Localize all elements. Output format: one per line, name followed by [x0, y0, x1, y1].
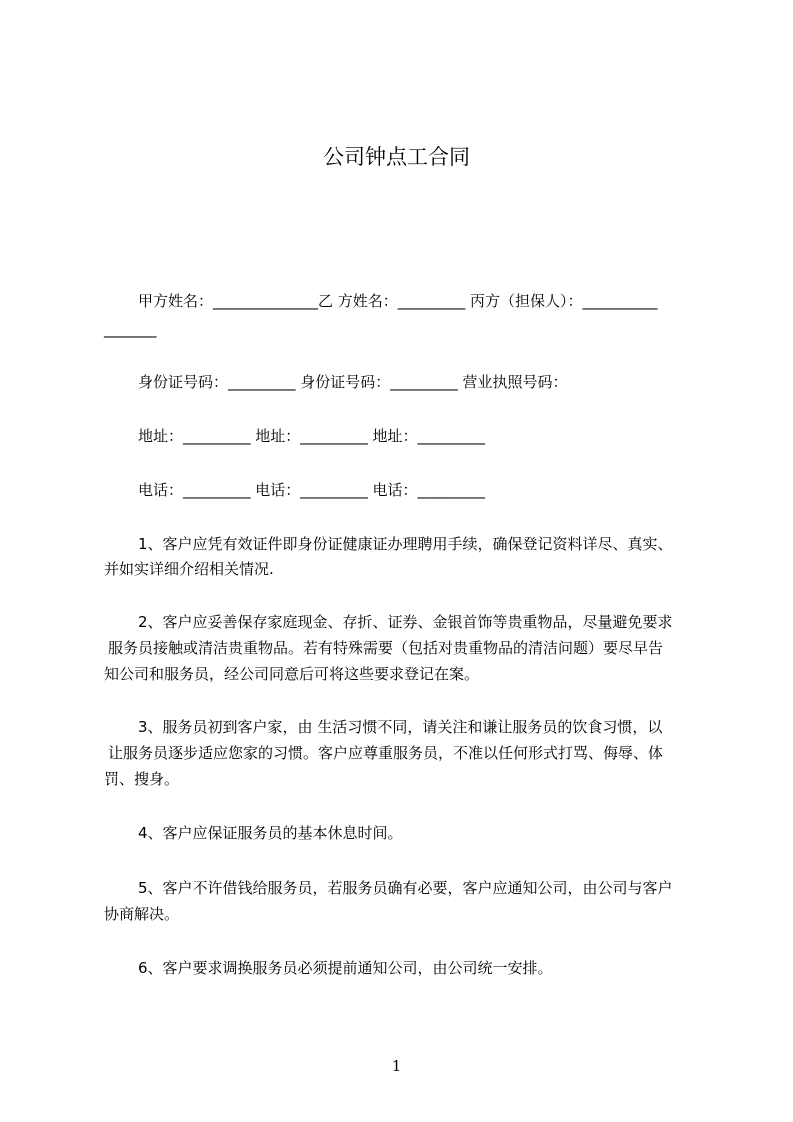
- clause-3-line-2: 让服务员逐步适应您家的习惯。客户应尊重服务员，不准以任何形式打骂、侮辱、体: [108, 744, 664, 762]
- clause-3-line-3: 罚、搜身。: [104, 770, 180, 788]
- party-names-line-continued: _______: [104, 320, 157, 338]
- clause-2-line-3: 知公司和服务员，经公司同意后可将这些要求登记在案。: [104, 665, 480, 683]
- clause-5-line-1: 5、客户不许借钱给服务员，若服务员确有必要，客户应通知公司，由公司与客户: [138, 879, 673, 897]
- address-line: 地址：_________ 地址：_________ 地址：_________: [138, 427, 486, 445]
- clause-5-line-2: 协商解决。: [104, 905, 180, 923]
- phone-line: 电话：_________ 电话：_________ 电话：_________: [138, 481, 486, 499]
- clause-2-line-2: 服务员接触或清洁贵重物品。若有特殊需要（包括对贵重物品的清洁问题）要尽早告: [108, 639, 664, 657]
- party-names-line: 甲方姓名：______________乙 方姓名：_________ 丙方（担保人）：__________: [138, 292, 658, 310]
- clause-4-line-1: 4、客户应保证服务员的基本休息时间。: [138, 824, 403, 842]
- page-number: 1: [391, 1057, 402, 1075]
- clause-6-line-1: 6、客户要求调换服务员必须提前通知公司，由公司统一安排。: [138, 959, 553, 977]
- clause-1-line-2: 并如实详细介绍相关情况.: [104, 560, 274, 578]
- clause-1-line-1: 1、客户应凭有效证件即身份证健康证办理聘用手续，确保登记资料详尽、真实、: [138, 535, 673, 553]
- page-title: 公司钟点工合同: [323, 145, 470, 169]
- id-number-line: 身份证号码：_________ 身份证号码：_________ 营业执照号码：: [138, 373, 568, 391]
- clause-3-line-1: 3、服务员初到客户家，由 生活习惯不同，请关注和谦让服务员的饮食习惯，以: [138, 718, 663, 736]
- clause-2-line-1: 2、客户应妥善保存家庭现金、存折、证券、金银首饰等贵重物品，尽量避免要求: [138, 613, 673, 631]
